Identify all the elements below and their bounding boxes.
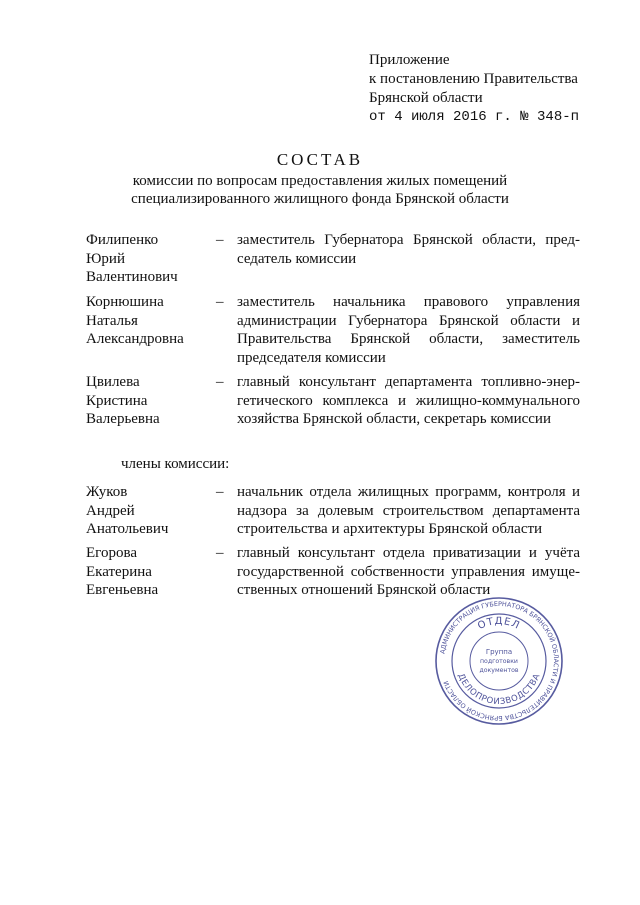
appendix-line: Брянской области xyxy=(369,90,483,106)
stamp-inner-top-text: ОТДЕЛ xyxy=(476,615,522,632)
patronymic: Евгеньевна xyxy=(86,582,159,598)
role-line: Правительства Брянской области, заместитель xyxy=(237,331,580,347)
member-name xyxy=(86,544,216,600)
document-subtitle xyxy=(0,172,640,208)
surname: Жуков xyxy=(86,484,128,500)
member-name xyxy=(86,293,216,349)
member-role xyxy=(237,231,580,268)
document-title: СОСТАВ xyxy=(276,150,364,169)
dash: – xyxy=(216,484,224,500)
patronymic: Александровна xyxy=(86,331,184,347)
first-name: Кристина xyxy=(86,392,148,409)
appendix-line: Приложение xyxy=(369,52,450,68)
dash: – xyxy=(216,294,224,310)
surname: Филипенко xyxy=(86,232,159,248)
stamp-outer-text: АДМИНИСТРАЦИЯ ГУБЕРНАТОРА БРЯНСКОЙ ОБЛАСТИ И ПРАВИТЕЛЬСТВА БРЯНСКОЙ ОБЛАСТИ xyxy=(438,599,561,723)
appendix-header xyxy=(369,51,579,127)
subtitle-line: специализированного жилищного фонда Брянской области xyxy=(131,191,509,207)
role-line: надзора за долевым строительством департамента xyxy=(237,502,580,519)
role-line: ственных отношений Брянской области xyxy=(237,582,491,598)
role-line: заместитель начальника правового управления xyxy=(237,294,580,310)
dash: – xyxy=(216,545,224,561)
stamp-inner-bottom-text: ДЕЛОПРОИЗВОДСТВА xyxy=(455,672,543,708)
role-line: главный консультант департамента топливно-энер- xyxy=(237,374,580,390)
role-line: заместитель Губернатора Брянской области, пред- xyxy=(237,232,580,248)
surname: Корнюшина xyxy=(86,294,164,310)
role-line: начальник отдела жилищных программ, контроля и xyxy=(237,484,580,500)
member-role xyxy=(237,483,580,539)
patronymic: Валерьевна xyxy=(86,411,160,427)
member-role xyxy=(237,373,580,429)
role-line: администрации Губернатора Брянской области и xyxy=(237,312,580,329)
member-name xyxy=(86,231,216,287)
members-label: члены комиссии: xyxy=(121,456,230,472)
dash: – xyxy=(216,232,224,248)
member-name xyxy=(86,373,216,429)
patronymic: Валентинович xyxy=(86,269,178,285)
first-name: Юрий xyxy=(86,250,125,267)
subtitle-line: комиссии по вопросам предоставления жилых помещений xyxy=(132,173,508,189)
member-name xyxy=(86,483,216,539)
role-line: государственной собственности управления имуще- xyxy=(237,563,580,580)
member-role xyxy=(237,544,580,600)
surname: Егорова xyxy=(86,545,137,561)
role-line: гетического комплекса и жилищно-коммунального xyxy=(237,392,580,409)
role-line: главный консультант отдела приватизации и учёта xyxy=(237,545,580,561)
appendix-line: к постановлению Правительства xyxy=(369,71,578,87)
patronymic: Анатольевич xyxy=(86,521,169,537)
first-name: Наталья xyxy=(86,312,138,329)
member-role xyxy=(237,293,580,367)
role-line: седатель комиссии xyxy=(237,250,357,267)
role-line: председателя комиссии xyxy=(237,349,386,366)
appendix-date-line: от 4 июля 2016 г. № 348-п xyxy=(369,109,580,125)
stamp-center-line: документов xyxy=(479,667,519,674)
stamp-seal xyxy=(434,596,564,726)
dash: – xyxy=(216,374,224,390)
first-name: Екатерина xyxy=(86,563,152,580)
stamp-center-line: Группа xyxy=(485,648,513,656)
surname: Цвилева xyxy=(86,374,140,390)
first-name: Андрей xyxy=(86,502,135,519)
role-line: хозяйства Брянской области, секретарь комиссии xyxy=(237,411,551,427)
role-line: строительства и архитектуры Брянской области xyxy=(237,521,543,537)
stamp-center-line: подготовки xyxy=(480,658,518,665)
